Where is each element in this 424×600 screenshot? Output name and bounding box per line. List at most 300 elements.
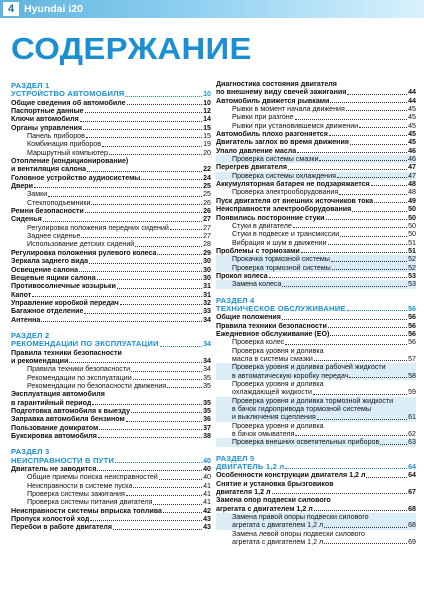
- toc-entry-title: Проверка системы зажигания: [27, 490, 125, 499]
- toc-page-number: 68: [408, 521, 416, 530]
- toc-subentry[interactable]: [216, 155, 416, 163]
- toc-entry-title: Общие положения: [216, 313, 281, 322]
- toc-entry-title: в бачок омывателя: [232, 430, 295, 439]
- toc-subentry[interactable]: [11, 382, 211, 390]
- toc-page-number: 10: [203, 90, 211, 99]
- toc-entry-title: Маршрутный компьютер: [27, 148, 108, 157]
- toc-page-number: 50: [408, 221, 416, 230]
- toc-entry[interactable]: [11, 257, 211, 265]
- leader-dots: [346, 110, 407, 111]
- toc-page-number: 19: [203, 140, 211, 149]
- leader-dots: [352, 211, 407, 212]
- toc-entry[interactable]: [11, 124, 211, 132]
- toc-entry-title: Проверка системы питания двигателя: [27, 498, 153, 507]
- toc-entry-title: Проверка электрооборудования: [232, 188, 339, 197]
- toc-page-number: 35: [203, 406, 211, 415]
- toc-entry-continued: Проверка уровня и доливка: [232, 379, 324, 388]
- toc-entry-title: Багажное отделение: [11, 307, 84, 316]
- leader-dots: [366, 477, 407, 478]
- toc-page-number: 56: [408, 313, 416, 322]
- toc-entry-title: Противосолнечные козырьки: [11, 282, 116, 291]
- section-gap: [11, 440, 211, 446]
- toc-entry[interactable]: [216, 214, 416, 222]
- page-number: 4: [3, 2, 19, 16]
- toc-entry-title: Рывки при установившемся движении: [232, 121, 359, 130]
- toc-entry[interactable]: [216, 488, 416, 496]
- toc-page-number: 51: [408, 246, 416, 255]
- toc-entry[interactable]: [11, 165, 211, 173]
- toc-entry-title: Замки: [27, 190, 48, 199]
- toc-entry[interactable]: [11, 291, 211, 299]
- toc-entry-continued: Снятие и установка брызговиков: [216, 479, 334, 488]
- toc-subentry[interactable]: [11, 374, 211, 382]
- toc-page-number: 35: [203, 381, 211, 390]
- toc-entry-title: Проверка системы охлаждения: [232, 171, 336, 180]
- toc-subentry[interactable]: [216, 538, 416, 546]
- toc-entry-title: по внешнему виду свечей зажигания: [216, 88, 347, 97]
- toc-entry-title: Особенности конструкции двигателя 1,2 л: [216, 471, 366, 480]
- toc-subentry[interactable]: [216, 172, 416, 180]
- toc-entry-title: Появились посторонние стуки: [216, 213, 325, 222]
- toc-subentry[interactable]: [216, 355, 416, 363]
- leader-dots: [133, 487, 202, 488]
- toc-entry-title: Заправка автомобиля бензином: [11, 415, 125, 424]
- toc-page-number: 56: [408, 329, 416, 338]
- toc-entry-title: Паспортные данные: [11, 106, 84, 115]
- leader-dots: [135, 246, 202, 247]
- toc-entry[interactable]: [11, 207, 211, 215]
- toc-page-number: 44: [408, 88, 416, 97]
- toc-subentry[interactable]: [216, 222, 416, 230]
- leader-dots: [347, 94, 407, 95]
- leader-dots: [43, 221, 202, 222]
- section-title[interactable]: [11, 90, 211, 98]
- toc-entry-continued: Замена опор подвески силового: [216, 496, 331, 505]
- toc-subentry[interactable]: [216, 239, 416, 247]
- section-gap: [216, 289, 416, 295]
- toc-page-number: 50: [408, 230, 416, 239]
- toc-entry[interactable]: [216, 197, 416, 205]
- toc-page-number: 56: [408, 321, 416, 330]
- toc-entry[interactable]: [11, 424, 211, 432]
- toc-subentry[interactable]: [216, 388, 416, 396]
- toc-entry-title: Проверка системы смазки: [232, 155, 319, 164]
- section-title-text: ТЕХНИЧЕСКОЕ ОБСЛУЖИВАНИЕ: [216, 304, 346, 313]
- toc-entry[interactable]: [11, 249, 211, 257]
- toc-entry-continued: Замена левой опоры подвески силового: [232, 529, 365, 538]
- toc-entry-title: Упало давление масла: [216, 146, 297, 155]
- toc-entry[interactable]: [216, 88, 416, 96]
- leader-dots: [374, 202, 407, 203]
- leader-dots: [48, 196, 202, 197]
- toc-page-number: 26: [203, 198, 211, 207]
- toc-entry[interactable]: [216, 97, 416, 105]
- toc-page-number: 27: [203, 215, 211, 224]
- toc-entry[interactable]: [11, 432, 211, 440]
- toc-entry-continued: Проверка уровня и доливка: [232, 421, 324, 430]
- toc-entry-title: Освещение салона: [11, 265, 79, 274]
- toc-subentry[interactable]: [11, 498, 211, 506]
- toc-page-number: 50: [408, 205, 416, 214]
- toc-subentry[interactable]: [216, 430, 416, 438]
- leader-dots: [98, 437, 202, 438]
- leader-dots: [167, 387, 202, 388]
- leader-dots: [115, 462, 202, 463]
- section-gap: [216, 447, 416, 453]
- toc-entry-title: Ключи автомобиля: [11, 115, 79, 124]
- leader-dots: [120, 304, 202, 305]
- toc-subentry[interactable]: [11, 190, 211, 198]
- toc-page-number: 28: [203, 240, 211, 249]
- leader-dots: [347, 310, 407, 311]
- leader-dots: [319, 160, 407, 161]
- leader-dots: [282, 286, 407, 287]
- toc-entry-title: Правила техники безопасности: [27, 365, 131, 374]
- toc-subentry[interactable]: [216, 338, 416, 346]
- leader-dots: [84, 313, 202, 314]
- leader-dots: [332, 269, 407, 270]
- toc-subentry[interactable]: [11, 224, 211, 232]
- leader-dots: [324, 543, 407, 544]
- toc-subentry[interactable]: [11, 490, 211, 498]
- toc-page-number: 49: [408, 196, 416, 205]
- toc-entry-title: Рекомендации по безопасности движения: [27, 381, 167, 390]
- toc-page-number: 27: [203, 223, 211, 232]
- toc-entry-title: Заднее сиденье: [27, 232, 81, 241]
- leader-dots: [97, 470, 202, 471]
- toc-entry-title: Капот: [11, 290, 32, 299]
- section-title[interactable]: [11, 340, 211, 348]
- toc-entry-title: Аккумуляторная батарея не подзаряжается: [216, 180, 370, 189]
- leader-dots: [328, 327, 407, 328]
- toc-entry-title: Управление коробкой передач: [11, 298, 119, 307]
- toc-entry[interactable]: [216, 471, 416, 479]
- toc-entry[interactable]: [11, 215, 211, 223]
- toc-entry[interactable]: [11, 465, 211, 473]
- toc-entry[interactable]: [216, 163, 416, 171]
- toc-page-number: 57: [408, 354, 416, 363]
- toc-entry[interactable]: [216, 138, 416, 146]
- leader-dots: [81, 237, 202, 238]
- leader-dots: [331, 261, 407, 262]
- leader-dots: [272, 493, 408, 494]
- toc-page-number: 56: [408, 338, 416, 347]
- leader-dots: [314, 360, 407, 361]
- toc-entry[interactable]: [216, 322, 416, 330]
- leader-dots: [153, 504, 202, 505]
- toc-entry[interactable]: [11, 99, 211, 107]
- leader-dots: [301, 252, 407, 253]
- toc-page-number: 64: [408, 463, 416, 472]
- toc-entry-title: агрегата с двигателем 1,2 л: [216, 504, 313, 513]
- leader-dots: [285, 468, 407, 469]
- toc-page-number: 56: [408, 304, 416, 313]
- toc-entry-title: Органы управления: [11, 123, 82, 132]
- toc-entry-title: Проблемы с тормозами: [216, 246, 300, 255]
- toc-page-number: 45: [408, 113, 416, 122]
- brand-title: Hyundai i20: [24, 3, 83, 15]
- toc-page-number: 45: [408, 105, 416, 114]
- toc-entry[interactable]: [11, 515, 211, 523]
- leader-dots: [79, 271, 202, 272]
- toc-entry[interactable]: [216, 247, 416, 255]
- leader-dots: [85, 112, 203, 113]
- toc-page-number: 22: [203, 165, 211, 174]
- toc-page-number: 29: [203, 248, 211, 257]
- toc-entry-title: Замена колеса: [232, 280, 282, 289]
- toc-page-number: 50: [408, 213, 416, 222]
- toc-page-number: 40: [203, 456, 211, 465]
- leader-dots: [126, 495, 202, 496]
- leader-dots: [282, 319, 407, 320]
- toc-page-number: 40: [203, 473, 211, 482]
- toc-entry[interactable]: [11, 507, 211, 515]
- toc-page-number: 37: [203, 423, 211, 432]
- section-title[interactable]: [11, 457, 211, 465]
- toc-page-number: 10: [203, 98, 211, 107]
- toc-page-number: 34: [203, 356, 211, 365]
- toc-page-number: 67: [408, 488, 416, 497]
- leader-dots: [326, 219, 408, 220]
- toc-entry-title: Проверка тормозной системы: [232, 263, 331, 272]
- toc-left-column: [11, 80, 211, 532]
- toc-entry-title: Неисправности в системе пуска: [27, 481, 133, 490]
- leader-dots: [285, 344, 407, 345]
- toc-entry[interactable]: [216, 205, 416, 213]
- toc-entry-title: и рекомендации: [11, 356, 69, 365]
- toc-page-number: 34: [203, 340, 211, 349]
- toc-entry-title: и вентиляция салона: [11, 165, 87, 174]
- toc-entry[interactable]: [216, 180, 416, 188]
- toc-page-number: 25: [203, 182, 211, 191]
- toc-entry-title: Рывки в момент начала движения: [232, 105, 345, 114]
- toc-page-number: 12: [203, 106, 211, 115]
- toc-subentry[interactable]: [216, 372, 416, 380]
- toc-page-number: 30: [203, 257, 211, 266]
- leader-dots: [126, 421, 202, 422]
- toc-page-number: 25: [203, 190, 211, 199]
- leader-dots: [330, 335, 407, 336]
- toc-entry[interactable]: [216, 330, 416, 338]
- section-title-text: УСТРОЙСТВО АВТОМОБИЛЯ: [11, 90, 125, 99]
- toc-entry-title: Вещевые ящики салона: [11, 273, 96, 282]
- toc-subentry[interactable]: [216, 521, 416, 529]
- toc-entry-continued: Диагностика состояния двигателя: [216, 80, 337, 88]
- toc-page-number: 42: [203, 506, 211, 515]
- toc-entry-title: Вибрация и шум в движении: [232, 238, 327, 247]
- toc-page-number: 30: [203, 265, 211, 274]
- toc-subentry[interactable]: [216, 264, 416, 272]
- toc-entry-title: агрегата с двигателем 1,2 л: [232, 521, 324, 530]
- toc-entry[interactable]: [11, 407, 211, 415]
- toc-page-number: 26: [203, 207, 211, 216]
- toc-subentry[interactable]: [11, 365, 211, 373]
- toc-entry-title: Двери: [11, 182, 33, 191]
- toc-entry[interactable]: [11, 274, 211, 282]
- toc-subentry[interactable]: [11, 140, 211, 148]
- toc-entry-title: Зеркала заднего вида: [11, 257, 89, 266]
- toc-page-number: 47: [408, 171, 416, 180]
- toc-entry-title: в гарантийный период: [11, 398, 92, 407]
- toc-page-number: 38: [203, 432, 211, 440]
- toc-page-number: 69: [408, 538, 416, 547]
- toc-entry[interactable]: [11, 307, 211, 315]
- toc-subentry[interactable]: [216, 188, 416, 196]
- toc-subentry[interactable]: [11, 473, 211, 481]
- toc-entry-title: Рывки при разгоне: [232, 113, 294, 122]
- toc-entry-title: Головное устройство аудиосистемы: [11, 173, 141, 182]
- toc-entry-title: Перегрев двигателя: [216, 163, 288, 172]
- toc-page-number: 47: [408, 163, 416, 172]
- leader-dots: [32, 296, 202, 297]
- toc-entry-title: Общие сведения об автомобиле: [11, 98, 126, 107]
- leader-dots: [34, 187, 202, 188]
- toc-entry[interactable]: [216, 272, 416, 280]
- leader-dots: [295, 435, 407, 436]
- toc-entry-title: Неисправности электрооборудования: [216, 205, 352, 214]
- toc-subentry[interactable]: [216, 413, 416, 421]
- leader-dots: [133, 379, 202, 380]
- leader-dots: [159, 479, 202, 480]
- leader-dots: [80, 121, 202, 122]
- toc-subentry[interactable]: [216, 280, 416, 288]
- toc-entry-title: Стуки в подвеске и трансмиссии: [232, 230, 340, 239]
- toc-entry[interactable]: [11, 357, 211, 365]
- toc-entry[interactable]: [11, 107, 211, 115]
- toc-page-number: 48: [408, 188, 416, 197]
- toc-entry[interactable]: [11, 299, 211, 307]
- toc-entry-title: Пользование домкратом: [11, 423, 99, 432]
- toc-entry-title: Общие приемы поиска неисправностей: [27, 473, 158, 482]
- toc-entry-title: Стуки в двигателе: [232, 221, 292, 230]
- header-bar: [0, 0, 424, 18]
- toc-subentry[interactable]: [11, 132, 211, 140]
- toc-page-number: 45: [408, 121, 416, 130]
- toc-entry[interactable]: [11, 399, 211, 407]
- toc-subentry[interactable]: [216, 438, 416, 446]
- toc-entry-title: Подготовка автомобиля к выезду: [11, 406, 131, 415]
- toc-entry-title: Использование детских сидений: [27, 240, 135, 249]
- toc-page-number: 46: [408, 155, 416, 164]
- toc-entry-title: Комбинация приборов: [27, 140, 102, 149]
- leader-dots: [359, 127, 407, 128]
- toc-entry-continued: Правила техники безопасности: [11, 348, 122, 357]
- leader-dots: [314, 510, 407, 511]
- section-number: РАЗДЕЛ 2: [11, 330, 50, 340]
- toc-entry[interactable]: [11, 316, 211, 324]
- toc-entry[interactable]: [216, 505, 416, 513]
- toc-page-number: 30: [203, 273, 211, 282]
- toc-page-number: 15: [203, 132, 211, 141]
- toc-entry[interactable]: [11, 115, 211, 123]
- toc-entry[interactable]: [11, 523, 211, 531]
- toc-page-number: 51: [408, 238, 416, 247]
- toc-entry-title: Автомобиль движется рывками: [216, 96, 330, 105]
- leader-dots: [113, 529, 202, 530]
- toc-page-number: 24: [203, 173, 211, 182]
- section-title[interactable]: [216, 305, 416, 313]
- leader-dots: [125, 96, 202, 97]
- toc-page-number: 31: [203, 282, 211, 291]
- section-title-text: НЕИСПРАВНОСТИ В ПУТИ: [11, 456, 115, 465]
- toc-page-number: 45: [408, 138, 416, 147]
- toc-subentry[interactable]: [11, 232, 211, 240]
- leader-dots: [297, 152, 407, 153]
- toc-page-number: 61: [408, 413, 416, 422]
- toc-entry[interactable]: [11, 182, 211, 190]
- toc-entry-title: Регулировка положения рулевого колеса: [11, 248, 157, 257]
- toc-subentry[interactable]: [216, 113, 416, 121]
- toc-entry-title: Двигатель не заводится: [11, 464, 97, 473]
- toc-subentry[interactable]: [216, 105, 416, 113]
- toc-subentry[interactable]: [216, 255, 416, 263]
- toc-page-number: 32: [203, 298, 211, 307]
- toc-subentry[interactable]: [216, 230, 416, 238]
- leader-dots: [339, 194, 407, 195]
- toc-page-number: 63: [408, 438, 416, 447]
- leader-dots: [340, 236, 407, 237]
- toc-page-number: 15: [203, 123, 211, 132]
- section-number: РАЗДЕЛ 1: [11, 81, 50, 90]
- leader-dots: [41, 321, 202, 322]
- leader-dots: [131, 412, 202, 413]
- toc-entry-title: охлаждающей жидкости: [232, 388, 313, 397]
- toc-entry-continued: Проверка уровня и доливка: [232, 346, 324, 355]
- leader-dots: [91, 204, 202, 205]
- toc-page-number: 43: [203, 523, 211, 532]
- toc-page-number: 53: [408, 271, 416, 280]
- toc-page-number: 68: [408, 504, 416, 513]
- leader-dots: [349, 377, 407, 378]
- toc-entry[interactable]: [11, 415, 211, 423]
- toc-entry-title: Правила техники безопасности: [216, 321, 327, 330]
- toc-page-number: 43: [203, 515, 211, 524]
- section-title[interactable]: [216, 463, 416, 471]
- toc-page-number: 33: [203, 307, 211, 316]
- toc-page-number: 52: [408, 255, 416, 264]
- toc-subentry[interactable]: [11, 240, 211, 248]
- toc-entry[interactable]: [216, 147, 416, 155]
- toc-entry-title: Антенна: [11, 315, 41, 324]
- toc-entry-continued: в бачок гидропривода тормозной системы: [216, 405, 416, 413]
- toc-entry[interactable]: [11, 266, 211, 274]
- toc-page-number: 62: [408, 430, 416, 439]
- toc-subentry[interactable]: [11, 149, 211, 157]
- leader-dots: [329, 135, 407, 136]
- toc-entry[interactable]: [216, 313, 416, 321]
- toc-entry[interactable]: [11, 282, 211, 290]
- toc-subentry[interactable]: [216, 122, 416, 130]
- toc-subentry[interactable]: [11, 199, 211, 207]
- leader-dots: [69, 362, 202, 363]
- leader-dots: [90, 520, 202, 521]
- toc-page-number: 41: [203, 498, 211, 507]
- toc-subentry[interactable]: [11, 482, 211, 490]
- toc-entry-title: Неисправности системы впрыска топлива: [11, 506, 162, 515]
- toc-entry-title: Буксировка автомобиля: [11, 432, 97, 440]
- toc-page-number: 27: [203, 232, 211, 241]
- toc-entry[interactable]: [216, 130, 416, 138]
- section-title-text: ДВИГАТЕЛЬ 1,2 л: [216, 463, 285, 472]
- leader-dots: [89, 263, 202, 264]
- toc-entry-continued: Эксплуатация автомобиля: [11, 390, 105, 399]
- leader-dots: [102, 146, 202, 147]
- toc-page-number: 31: [203, 290, 211, 299]
- leader-dots: [350, 144, 407, 145]
- toc-entry[interactable]: [11, 174, 211, 182]
- section-number: РАЗДЕЛ 5: [216, 453, 255, 463]
- toc-entry-title: Проверка внешних осветительных приборов: [232, 438, 380, 447]
